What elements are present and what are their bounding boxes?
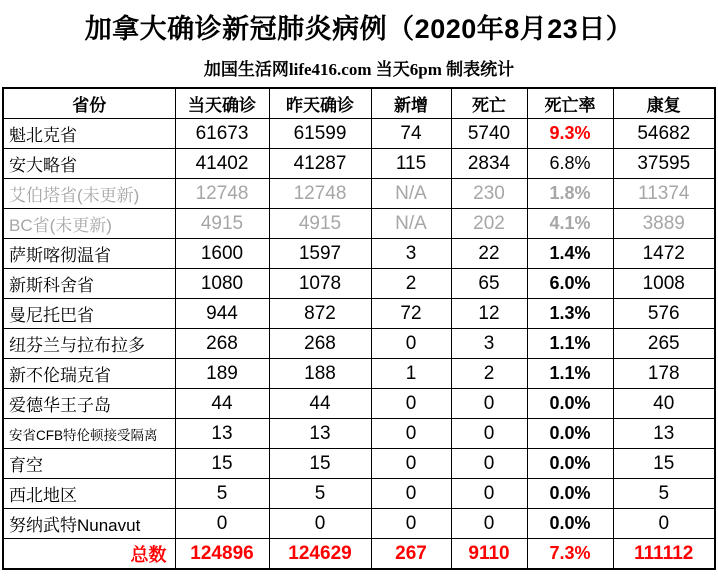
table-row-nova-scotia [3,269,715,299]
new-cases-cell: 0 [371,509,451,539]
death-rate-cell: 6.0% [527,269,613,299]
yesterday-cell: 268 [269,329,371,359]
death-rate-cell: 6.8% [527,149,613,179]
yesterday-cell: 44 [269,389,371,419]
today-cell: 13 [175,419,269,449]
province-cell: 新斯科舍省 [3,269,175,299]
recovered-cell: 1008 [613,269,715,299]
province-cell: 安省CFB特伦顿接受隔离 [3,419,175,449]
death-rate-cell: 0.0% [527,419,613,449]
yesterday-cell: 61599 [269,119,371,149]
today-cell: 41402 [175,149,269,179]
yesterday-cell: 0 [269,509,371,539]
deaths-cell: 230 [451,179,527,209]
province-cell: 萨斯喀彻温省 [3,239,175,269]
deaths-cell: 5740 [451,119,527,149]
new-cases-cell: 2 [371,269,451,299]
death-rate-cell: 0.0% [527,449,613,479]
table-row-newfoundland [3,329,715,359]
deaths-cell: 65 [451,269,527,299]
yesterday-cell: 5 [269,479,371,509]
new-cases-cell: 0 [371,479,451,509]
table-row-alberta [3,179,715,209]
table-row-new-brunswick [3,359,715,389]
recovered-cell: 13 [613,419,715,449]
recovered-cell: 178 [613,359,715,389]
table-row-nunavut [3,509,715,539]
covid-stats-table [2,87,716,570]
province-cell: 纽芬兰与拉布拉多 [3,329,175,359]
yesterday-cell: 12748 [269,179,371,209]
deaths-cell: 2 [451,359,527,389]
recovered-cell: 37595 [613,149,715,179]
deaths-cell: 0 [451,449,527,479]
total-yesterday-cell: 124629 [269,539,371,570]
province-cell: 爱德华王子岛 [3,389,175,419]
death-rate-cell: 9.3% [527,119,613,149]
province-cell: 魁北克省 [3,119,175,149]
total-deaths-cell: 9110 [451,539,527,570]
province-cell: 努纳武特Nunavut [3,509,175,539]
deaths-cell: 2834 [451,149,527,179]
recovered-cell: 0 [613,509,715,539]
today-cell: 1080 [175,269,269,299]
yesterday-cell: 41287 [269,149,371,179]
recovered-cell: 5 [613,479,715,509]
today-cell: 12748 [175,179,269,209]
table-row-bc [3,209,715,239]
new-cases-cell: 74 [371,119,451,149]
total-label: 总数 [3,539,175,570]
new-cases-cell: 115 [371,149,451,179]
table-row-ontario [3,149,715,179]
recovered-cell: 1472 [613,239,715,269]
death-rate-cell: 1.1% [527,329,613,359]
deaths-cell: 12 [451,299,527,329]
yesterday-cell: 188 [269,359,371,389]
col-header-recovered: 康复 [613,88,715,119]
today-cell: 0 [175,509,269,539]
death-rate-cell: 1.8% [527,179,613,209]
death-rate-cell: 0.0% [527,509,613,539]
today-cell: 44 [175,389,269,419]
death-rate-cell: 4.1% [527,209,613,239]
total-recovered-cell: 111112 [613,539,715,570]
table-row-yukon [3,449,715,479]
death-rate-cell: 1.3% [527,299,613,329]
today-cell: 944 [175,299,269,329]
total-death-rate-cell: 7.3% [527,539,613,570]
new-cases-cell: 0 [371,389,451,419]
new-cases-cell: 1 [371,359,451,389]
yesterday-cell: 4915 [269,209,371,239]
table-row-total [3,539,715,570]
yesterday-cell: 1078 [269,269,371,299]
new-cases-cell: 3 [371,239,451,269]
yesterday-cell: 13 [269,419,371,449]
today-cell: 15 [175,449,269,479]
province-cell: 西北地区 [3,479,175,509]
yesterday-cell: 15 [269,449,371,479]
deaths-cell: 202 [451,209,527,239]
today-cell: 1600 [175,239,269,269]
new-cases-cell: N/A [371,179,451,209]
death-rate-cell: 0.0% [527,389,613,419]
total-today-cell: 124896 [175,539,269,570]
table-row-quebec [3,119,715,149]
province-cell: BC省(未更新) [3,209,175,239]
province-cell: 曼尼托巴省 [3,299,175,329]
recovered-cell: 3889 [613,209,715,239]
yesterday-cell: 1597 [269,239,371,269]
new-cases-cell: 72 [371,299,451,329]
recovered-cell: 15 [613,449,715,479]
today-cell: 4915 [175,209,269,239]
province-cell: 育空 [3,449,175,479]
recovered-cell: 11374 [613,179,715,209]
recovered-cell: 54682 [613,119,715,149]
death-rate-cell: 0.0% [527,479,613,509]
page-title: 加拿大确诊新冠肺炎病例（2020年8月23日） [84,14,634,44]
new-cases-cell: 0 [371,329,451,359]
deaths-cell: 0 [451,389,527,419]
yesterday-cell: 872 [269,299,371,329]
header-row [3,88,715,119]
new-cases-cell: N/A [371,209,451,239]
deaths-cell: 0 [451,419,527,449]
table-row-manitoba [3,299,715,329]
recovered-cell: 576 [613,299,715,329]
table-row-pei [3,389,715,419]
recovered-cell: 265 [613,329,715,359]
new-cases-cell: 0 [371,419,451,449]
col-header-province: 省份 [3,88,175,119]
today-cell: 189 [175,359,269,389]
col-header-today: 当天确诊 [175,88,269,119]
death-rate-cell: 1.4% [527,239,613,269]
table-row-northwest-territories [3,479,715,509]
deaths-cell: 0 [451,509,527,539]
deaths-cell: 22 [451,239,527,269]
total-new-cases-cell: 267 [371,539,451,570]
table-row-cfb-trenton [3,419,715,449]
province-cell: 新不伦瑞克省 [3,359,175,389]
today-cell: 61673 [175,119,269,149]
today-cell: 268 [175,329,269,359]
col-header-yesterday: 昨天确诊 [269,88,371,119]
death-rate-cell: 1.1% [527,359,613,389]
col-header-new: 新增 [371,88,451,119]
deaths-cell: 0 [451,479,527,509]
page-subtitle: 加国生活网life416.com 当天6pm 制表统计 [203,60,515,79]
col-header-death-rate: 死亡率 [527,88,613,119]
new-cases-cell: 0 [371,449,451,479]
province-cell: 安大略省 [3,149,175,179]
recovered-cell: 40 [613,389,715,419]
col-header-deaths: 死亡 [451,88,527,119]
table-row-saskatchewan [3,239,715,269]
deaths-cell: 3 [451,329,527,359]
today-cell: 5 [175,479,269,509]
province-cell: 艾伯塔省(未更新) [3,179,175,209]
